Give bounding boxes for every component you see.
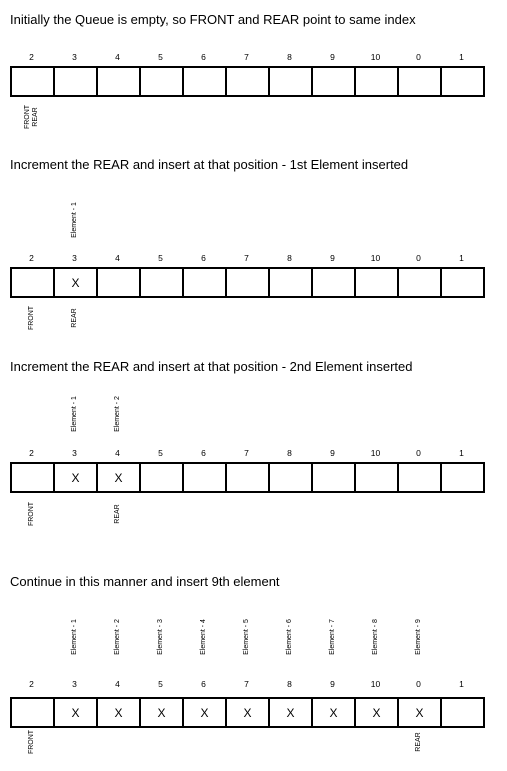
index-label: 5 xyxy=(158,52,163,62)
index-label: 2 xyxy=(29,52,34,62)
index-label: 7 xyxy=(244,52,249,62)
queue-cell xyxy=(311,66,356,97)
queue-cell xyxy=(182,267,227,298)
rear-pointer-label: REAR xyxy=(414,732,422,752)
queue-cell xyxy=(440,697,485,728)
queue-cell xyxy=(440,462,485,493)
queue-cell xyxy=(225,462,270,493)
element-label: Element - 4 xyxy=(199,619,207,655)
index-label: 3 xyxy=(72,253,77,263)
queue-cell xyxy=(311,267,356,298)
index-label: 10 xyxy=(370,448,381,458)
pointer-label xyxy=(24,105,40,129)
index-label: 2 xyxy=(29,448,34,458)
element-label: Element - 9 xyxy=(414,619,422,655)
queue-cell xyxy=(139,267,184,298)
rear-pointer-label: REAR xyxy=(113,504,121,524)
index-label: 9 xyxy=(330,448,335,458)
index-label: 1 xyxy=(459,679,464,689)
index-label: 5 xyxy=(158,679,163,689)
index-label: 1 xyxy=(459,253,464,263)
index-label: 8 xyxy=(287,52,292,62)
index-label: 3 xyxy=(72,448,77,458)
index-label: 0 xyxy=(416,52,421,62)
index-label: 1 xyxy=(459,52,464,62)
element-label: Element - 1 xyxy=(70,202,78,238)
queue-cell xyxy=(182,66,227,97)
queue-cell xyxy=(397,66,442,97)
queue-cell xyxy=(96,66,141,97)
queue-cell xyxy=(397,267,442,298)
queue-cell xyxy=(225,267,270,298)
queue-cell xyxy=(53,66,98,97)
index-label: 4 xyxy=(115,52,120,62)
index-label: 8 xyxy=(287,679,292,689)
index-label: 7 xyxy=(244,448,249,458)
queue-cell: X xyxy=(96,462,141,493)
index-label: 7 xyxy=(244,679,249,689)
queue-cell xyxy=(440,66,485,97)
queue-cell xyxy=(225,66,270,97)
index-label: 3 xyxy=(72,679,77,689)
queue-cell xyxy=(10,697,55,728)
index-label: 9 xyxy=(330,253,335,263)
index-label: 6 xyxy=(201,253,206,263)
queue-cell xyxy=(10,267,55,298)
queue-cell: X xyxy=(96,697,141,728)
element-label: Element - 1 xyxy=(70,619,78,655)
queue-cell xyxy=(10,462,55,493)
element-label: Element - 7 xyxy=(328,619,336,655)
index-label: 6 xyxy=(201,679,206,689)
index-label: 4 xyxy=(115,448,120,458)
queue-cell xyxy=(139,66,184,97)
front-pointer-label: FRONT xyxy=(27,501,35,527)
index-label: 10 xyxy=(370,52,381,62)
index-label: 6 xyxy=(201,448,206,458)
index-label: 2 xyxy=(29,253,34,263)
queue-cell: X xyxy=(397,697,442,728)
element-label: Element - 6 xyxy=(285,619,293,655)
queue-cell xyxy=(139,462,184,493)
element-label: Element - 3 xyxy=(156,619,164,655)
index-label: 6 xyxy=(201,52,206,62)
pointer-label xyxy=(71,308,79,327)
index-label: 5 xyxy=(158,253,163,263)
step-title: Continue in this manner and insert 9th element xyxy=(10,574,280,589)
front-pointer-label: FRONT xyxy=(27,729,35,755)
index-label: 10 xyxy=(370,253,381,263)
queue-cell xyxy=(10,66,55,97)
pointer-label xyxy=(28,730,36,754)
pointer-label xyxy=(415,732,423,751)
queue-cell: X xyxy=(354,697,399,728)
queue-cell xyxy=(397,462,442,493)
queue-cell: X xyxy=(53,462,98,493)
queue-cell xyxy=(354,267,399,298)
queue-cell: X xyxy=(311,697,356,728)
queue-cell xyxy=(268,267,313,298)
index-label: 4 xyxy=(115,679,120,689)
rear-pointer-label: REAR xyxy=(70,308,78,328)
rear-pointer-label: REAR xyxy=(31,107,39,127)
index-label: 1 xyxy=(459,448,464,458)
index-label: 9 xyxy=(330,679,335,689)
element-label: Element - 8 xyxy=(371,619,379,655)
index-label: 2 xyxy=(29,679,34,689)
element-label: Element - 5 xyxy=(242,619,250,655)
queue-cell xyxy=(96,267,141,298)
queue-cell: X xyxy=(182,697,227,728)
index-label: 4 xyxy=(115,253,120,263)
queue-cell: X xyxy=(53,267,98,298)
queue-cell: X xyxy=(268,697,313,728)
index-label: 9 xyxy=(330,52,335,62)
index-label: 3 xyxy=(72,52,77,62)
pointer-label xyxy=(28,306,36,330)
index-label: 0 xyxy=(416,679,421,689)
element-label: Element - 1 xyxy=(70,396,78,432)
queue-cell: X xyxy=(225,697,270,728)
front-pointer-label: FRONT xyxy=(27,305,35,331)
queue-cell xyxy=(440,267,485,298)
step-title: Initially the Queue is empty, so FRONT and REAR point to same index xyxy=(10,12,416,27)
index-label: 7 xyxy=(244,253,249,263)
queue-cell xyxy=(354,462,399,493)
index-label: 0 xyxy=(416,253,421,263)
index-label: 10 xyxy=(370,679,381,689)
pointer-label xyxy=(28,502,36,526)
index-label: 5 xyxy=(158,448,163,458)
queue-cell: X xyxy=(53,697,98,728)
queue-cell: X xyxy=(139,697,184,728)
index-label: 8 xyxy=(287,448,292,458)
element-label: Element - 2 xyxy=(113,396,121,432)
queue-cell xyxy=(354,66,399,97)
step-title: Increment the REAR and insert at that position - 1st Element inserted xyxy=(10,157,409,172)
queue-cell xyxy=(311,462,356,493)
pointer-label xyxy=(114,504,122,523)
queue-cell xyxy=(268,66,313,97)
index-label: 0 xyxy=(416,448,421,458)
index-label: 8 xyxy=(287,253,292,263)
queue-cell xyxy=(182,462,227,493)
step-title: Increment the REAR and insert at that position - 2nd Element inserted xyxy=(10,359,413,374)
queue-cell xyxy=(268,462,313,493)
front-pointer-label: FRONT xyxy=(23,104,31,130)
element-label: Element - 2 xyxy=(113,619,121,655)
